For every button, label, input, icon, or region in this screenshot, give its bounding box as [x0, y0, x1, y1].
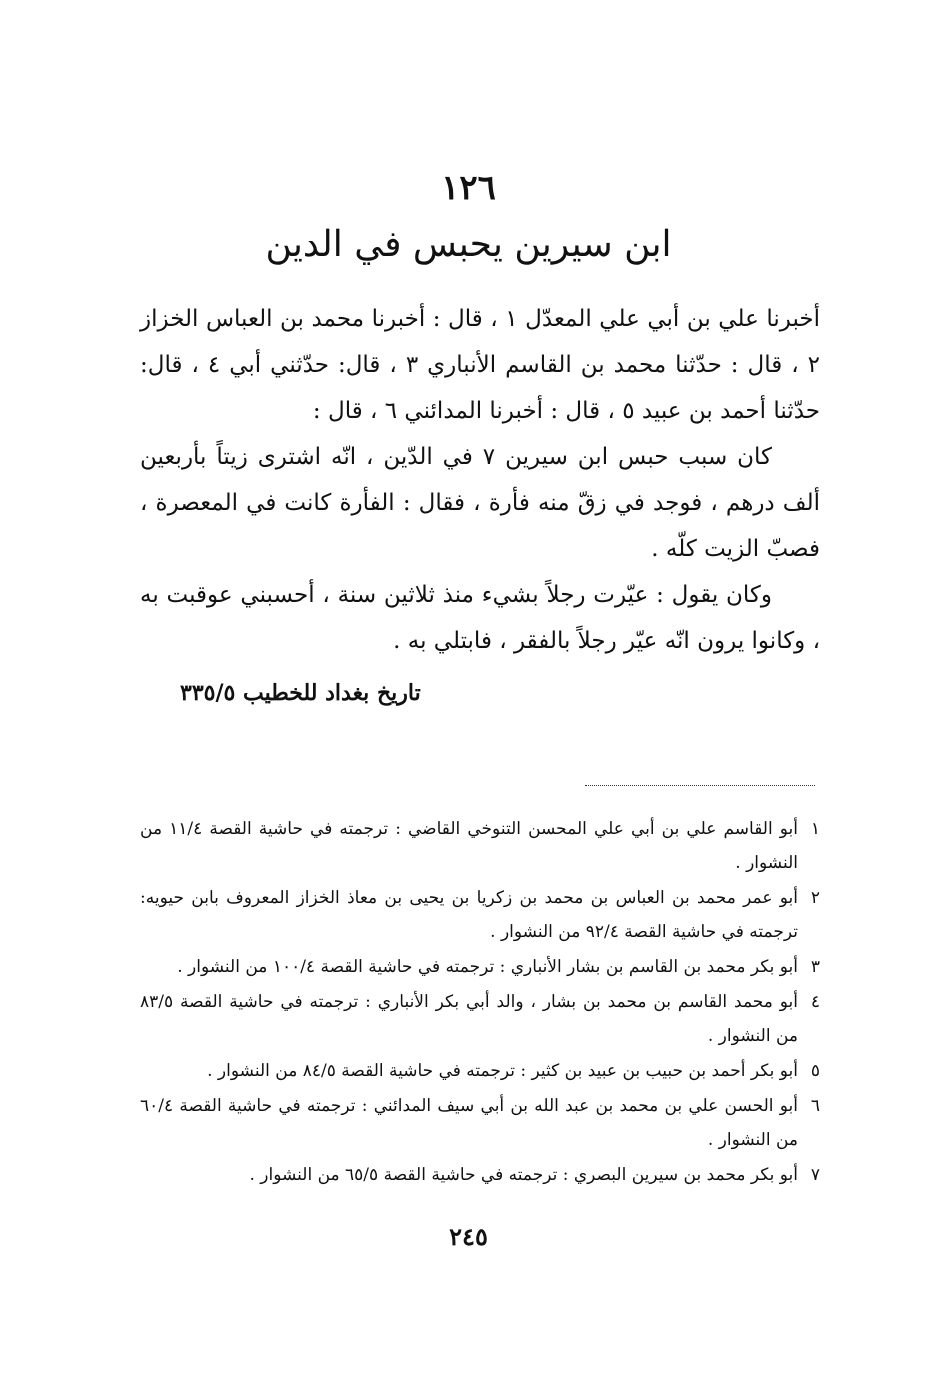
footnote-number: ٣	[810, 957, 820, 977]
footnote-text: أبو القاسم علي بن أبي علي المحسن التنوخي القاضي : ترجمته في حاشية القصة ١١/٤ من النشوار .	[140, 819, 799, 873]
footnote-5	[140, 1054, 820, 1088]
footnote-text: أبو عمر محمد بن العباس بن محمد بن زكريا بن يحيى بن معاذ الخزاز المعروف بابن حيويه: ترجمته في حاشية القصة ٩٢/٤ من النشوار .	[140, 888, 798, 942]
paragraph-saying: وكان يقول : عيّرت رجلاً بشيء منذ ثلاثين سنة ، أحسبني عوقبت به ، وكانوا يرون انّه عيّر رجلاً بالفقر ، فابتلي به .	[140, 582, 820, 654]
story-body	[140, 296, 820, 664]
source-citation	[140, 680, 820, 706]
footnote-1	[140, 812, 820, 880]
footnote-4	[140, 985, 820, 1053]
footnote-number: ٥	[810, 1061, 820, 1081]
story-title: ابن سيرين يحبس في الدين	[265, 224, 672, 265]
footnote-text: أبو الحسن علي بن محمد بن عبد الله بن أبي سيف المدائني : ترجمته في حاشية القصة ٦٠/٤ من النشوار .	[140, 1096, 798, 1150]
paragraph-story: كان سبب حبس ابن سيرين ٧ في الدّين ، انّه اشترى زيتاً بأربعين ألف درهم ، فوجد في زقّ منه فأرة ، فقال : الفأرة كانت في المعصرة ، فصبّ الزيت كلّه .	[140, 444, 820, 562]
footnote-number: ٦	[810, 1096, 820, 1116]
footnote-number: ٤	[810, 992, 820, 1012]
footnotes	[140, 812, 820, 1193]
footnote-text: أبو بكر أحمد بن حبيب بن عبيد بن كثير : ترجمته في حاشية القصة ٨٤/٥ من النشوار .	[207, 1061, 798, 1081]
story-number: ١٢٦	[441, 168, 496, 208]
footnote-number: ١	[810, 819, 820, 839]
footnote-text: أبو بكر محمد بن القاسم بن بشار الأنباري : ترجمته في حاشية القصة ١٠٠/٤ من النشوار .	[177, 957, 798, 977]
page-number: ٢٤٥	[449, 1222, 488, 1251]
footnote-6	[140, 1089, 820, 1157]
footnote-text: أبو بكر محمد بن سيرين البصري : ترجمته في حاشية القصة ٦٥/٥ من النشوار .	[249, 1165, 798, 1185]
footnote-7	[140, 1158, 820, 1192]
paragraph-isnad: أخبرنا علي بن أبي علي المعدّل ١ ، قال : أخبرنا محمد بن العباس الخزاز ٢ ، قال : حدّثنا محمد بن القاسم الأنباري ٣ ، قال: حدّثني أبي ٤ ، قال: حدّثنا أحمد بن عبيد ٥ ، قال : أخبرنا المدائني ٦ ، قال :	[140, 306, 821, 424]
footnote-separator	[585, 785, 815, 786]
source-citation-text: تاريخ بغداد للخطيب ٣٣٥/٥	[180, 680, 421, 706]
footnote-2	[140, 881, 820, 949]
footnote-number: ٧	[810, 1165, 820, 1185]
footnote-text: أبو محمد القاسم بن محمد بن بشار ، والد أبي بكر الأنباري : ترجمته في حاشية القصة ٨٣/٥ من النشوار .	[140, 992, 798, 1046]
footnote-3	[140, 950, 820, 984]
footnote-number: ٢	[810, 888, 820, 908]
